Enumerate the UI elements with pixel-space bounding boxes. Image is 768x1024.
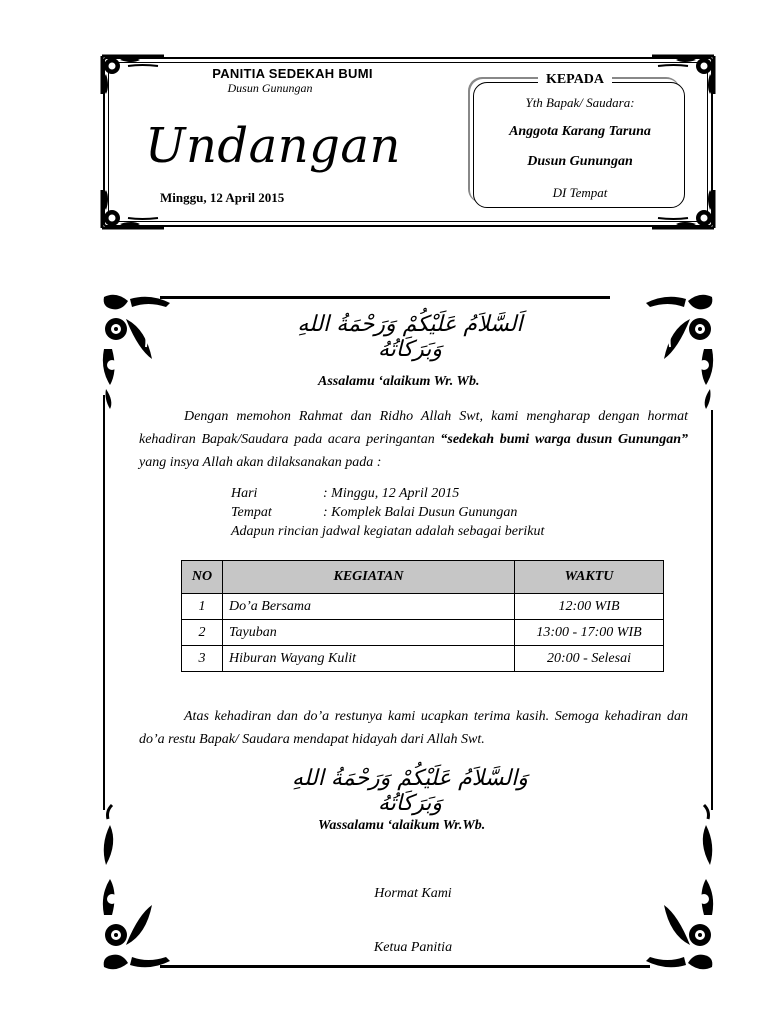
committee-village: Dusun Gunungan [227, 81, 313, 95]
opening-greeting: Assalamu ‘alaikum Wr. Wb. [318, 374, 480, 389]
recipient-salutation: Yth Bapak/ Saudara: [525, 95, 635, 110]
place-value: : Komplek Balai Dusun Gunungan [323, 505, 518, 520]
schedule-table [181, 560, 664, 672]
frame-top-border [160, 296, 610, 299]
day-value: : Minggu, 12 April 2015 [323, 486, 460, 501]
corner-ornament-icon [640, 800, 720, 975]
row-time: 20:00 - Selesai [515, 646, 664, 672]
recipient-name: Anggota Karang Taruna [509, 124, 651, 139]
schedule-intro: Adapun rincian jadwal kegiatan adalah sebagai berikut [231, 524, 545, 539]
intro-text-end: yang insya Allah akan dilaksanakan pada : [139, 455, 382, 470]
signatory-title: Ketua Panitia [373, 940, 453, 955]
frame-left-border [103, 395, 105, 810]
event-name: “sedekah bumi warga dusun Gunungan” [440, 432, 688, 447]
row-number: 3 [182, 646, 223, 672]
corner-ornament-icon [96, 800, 176, 975]
row-number: 2 [182, 620, 223, 646]
recipient-location: DI Tempat [552, 185, 608, 200]
corner-ornament-icon [640, 289, 720, 414]
column-header-time: WAKTU [515, 561, 664, 594]
regards-text: Hormat Kami [374, 886, 452, 901]
corner-ornament-icon [98, 52, 168, 98]
closing-paragraph: Atas kehadiran dan do’a restunya kami ucapkan terima kasih. Semoga kehadiran dan do’a restu Bapak/ Saudara mendapat hidayah dari Allah Swt. [139, 709, 688, 747]
recipient-label: KEPADA [538, 72, 612, 88]
frame-right-border [711, 410, 713, 810]
intro-text: Dengan memohon Rahmat dan Ridho Allah Swt, kami mengharap dengan hormat kehadiran Bapak/Saudara pada acara peringantan [139, 409, 688, 447]
column-header-no: NO [182, 561, 223, 594]
event-date: Minggu, 12 April 2015 [160, 190, 285, 205]
corner-ornament-icon [98, 186, 168, 232]
committee-name: PANITIA SEDEKAH BUMI [212, 66, 373, 81]
frame-bottom-border [160, 965, 650, 968]
closing-greeting: Wassalamu ‘alaikum Wr.Wb. [318, 818, 486, 833]
arabic-opening-greeting: اَلسَّلاَمُ عَلَيْكُمْ وَرَحْمَةُ اللهِ وَبَرَكَاتُهُ [297, 312, 523, 362]
table-row [182, 594, 664, 620]
row-number: 1 [182, 594, 223, 620]
recipient-place: Dusun Gunungan [527, 154, 633, 169]
arabic-closing-greeting: وَالسَّلاَمُ عَلَيْكُمْ وَرَحْمَةُ اللهِ وَبَرَكَاتُهُ [292, 766, 528, 816]
row-time: 12:00 WIB [515, 594, 664, 620]
row-activity: Do’a Bersama [223, 594, 515, 620]
day-label: Hari [231, 486, 258, 501]
row-time: 13:00 - 17:00 WIB [515, 620, 664, 646]
intro-paragraph [139, 405, 688, 474]
column-header-activity: KEGIATAN [223, 561, 515, 594]
table-header-row [182, 561, 664, 594]
table-row [182, 620, 664, 646]
corner-ornament-icon [96, 289, 176, 414]
table-row [182, 646, 664, 672]
row-activity: Tayuban [223, 620, 515, 646]
page-title: Undangan [145, 118, 401, 174]
place-label: Tempat [231, 505, 272, 520]
row-activity: Hiburan Wayang Kulit [223, 646, 515, 672]
